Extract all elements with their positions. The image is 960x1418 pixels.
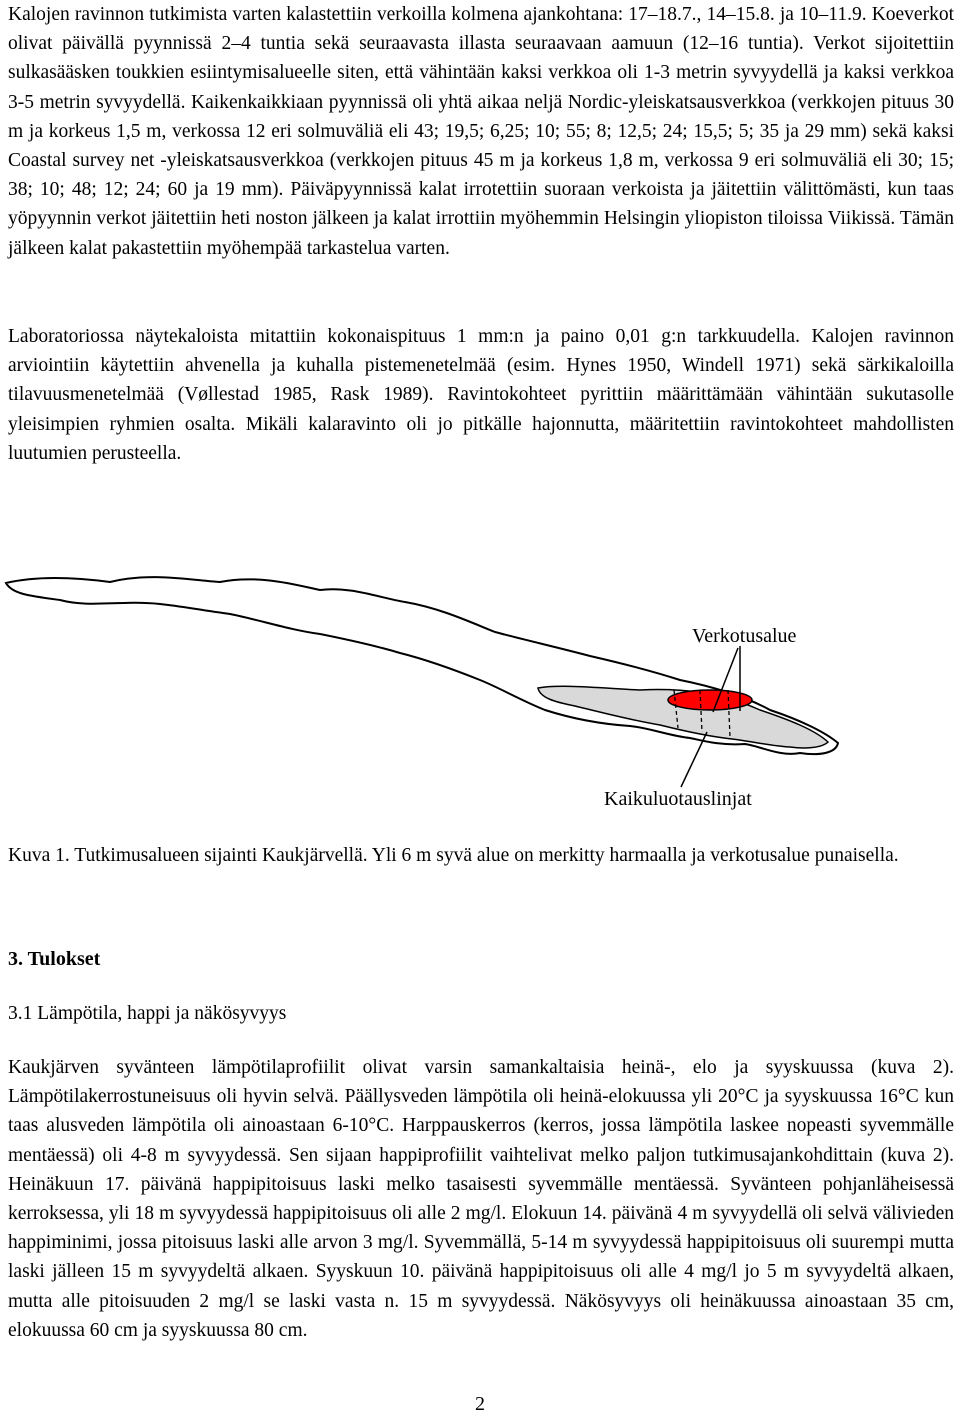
echo-lines-pointer — [681, 732, 707, 787]
figure-caption: Kuva 1. Tutkimusalueen sijainti Kaukjärvellä. Yli 6 m syvä alue on merkitty harmaalla ja verkotusalue punaisella. — [8, 845, 899, 866]
methods-fishing-paragraph: Kalojen ravinnon tutkimista varten kalastettiin verkoilla kolmena ajankohtana: 17–18.7., 14–15.8. ja 10–11.9. Koeverkot olivat päivällä pyynnissä 2–4 tuntia sekä seuraavasta illasta seuraavaan aamuun (12–16 tuntia). Verkot sijoitettiin sulkasääsken toukkien esiintymisalueelle siten, että vähintään kaksi verkkoa oli 1-3 metrin syvyydellä ja kaksi verkkoa 3-5 metrin syvyydellä. Kaikenkaikkiaan pyynnissä oli yhtä aikaa neljä Nordic-yleiskatsausverkkoa (verkkojen pituus 30 m ja korkeus 1,5 m, verkossa 12 eri solmuväliä eli 43; 19,5; 6,25; 10; 55; 8; 12,5; 24; 15,5; 5; 35 ja 29 mm) sekä kaksi Coastal survey net -yleiskatsausverkkoa (verkkojen pituus 45 m ja korkeus 1,8 m, verkossa 9 eri solmuväliä eli 30; 15; 38; 10; 48; 12; 24; 60 ja 19 mm). Päiväpyynnissä kalat irrotettiin suoraan verkoista ja jäitettiin välittömästi, kun taas yöpyynnin verkot jäitettiin heti noston jälkeen ja kalat irrottiin myöhemmin Helsingin yliopiston tiloissa Viikissä. Tämän jälkeen kalat pakastettiin myöhempää tarkastelua varten. — [8, 4, 954, 259]
echo-lines-label: Kaikuluotauslinjat — [604, 788, 752, 810]
page-number: 2 — [475, 1393, 485, 1415]
results-temperature-paragraph: Kaukjärven syvänteen lämpötilaprofiilit olivat varsin samankaltaisia heinä-, elo ja syyskuussa (kuva 2). Lämpötilakerrostuneisuus oli hyvin selvä. Päällysveden lämpötila oli heinä-elokuussa yli 20°C ja syyskuussa 16°C kun taas alusveden lämpötila oli ainoastaan 6-10°C. Harppauskerros (kerros, jossa lämpötila laskee nopeasti syvemmälle mentäessä) oli 4-8 m syvyydessä. Sen sijaan happiprofiilit vaihtelivat melko paljon tutkimusajankohdittain (kuva 2). Heinäkuun 17. päivänä happipitoisuus laski melko tasaisesti syvemmälle mentäessä. Syvänteen pohjanläheisessä kerroksessa, yli 18 m syvyydessä happipitoisuus oli alle 2 mg/l. Elokuun 14. päivänä 4 m syvyydellä oli selvä välivieden happiminimi, jossa pitoisuus laski alle arvon 3 mg/l. Syvemmällä, 5-14 m syvyydessä happipitoisuus oli suurempi mutta laski jälleen 15 m syvyydeltä alkaen. Syyskuun 10. päivänä happipitoisuus oli alle 4 mg/l jo 5 m syvyydeltä alkaen, mutta alle pitoisuuden 2 mg/l se laski vasta n. 15 m syvyydessä. Näkösyvyys oli heinäkuussa ainoastaan 35 cm, elokuussa 60 cm ja syyskuussa 80 cm. — [8, 1057, 954, 1341]
section-heading: 3. Tulokset — [8, 948, 101, 970]
subsection-heading: 3.1 Lämpötila, happi ja näkösyvyys — [8, 1003, 287, 1024]
net-area-label: Verkotusalue — [692, 625, 797, 647]
methods-lab-paragraph: Laboratoriossa näytekaloista mitattiin kokonaispituus 1 mm:n ja paino 0,01 g:n tarkkuudella. Kalojen ravinnon arviointiin käytettiin ahvenella ja kuhalla pistemenetelmää (esim. Hynes 1950, Windell 1971) sekä särkikaloilla tilavuusmenetelmää (Vøllestad 1985, Rask 1989). Ravintokohteet pyrittiin määrittämään vähintään sukutasolle yleisimpien ryhmien osalta. Mikäli kalaravinto oli jo pitkälle hajonnutta, määritettiin ravintokohteet mahdollisten luutumien perusteella. — [8, 326, 954, 464]
lake-map-figure — [0, 560, 960, 822]
